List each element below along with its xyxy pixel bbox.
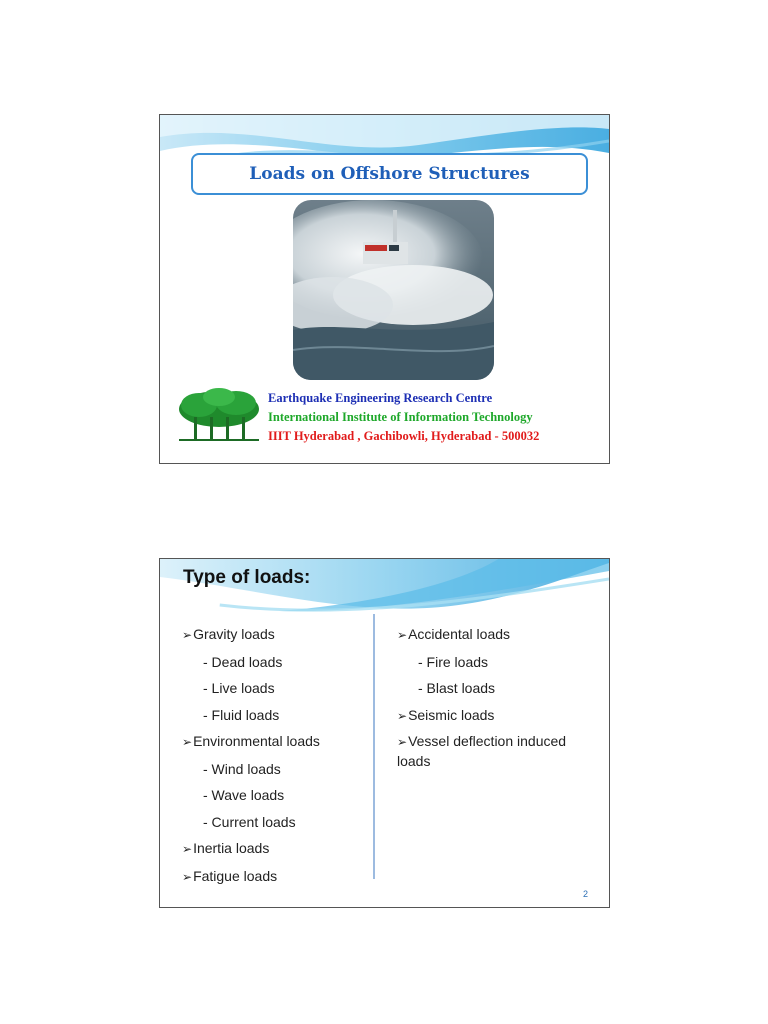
- list-item-text: Vessel deflection induced loads: [397, 733, 567, 769]
- column-divider: [373, 614, 375, 879]
- list-item: [182, 835, 320, 863]
- institute-address: IIIT Hyderabad , Gachibowli, Hyderabad - 500032: [268, 429, 540, 443]
- sub-list-item: [397, 649, 597, 676]
- page-number: 2: [582, 889, 588, 899]
- list-item: [182, 621, 320, 649]
- loads-slide: [159, 558, 610, 908]
- list-item-text: - Current loads: [203, 813, 296, 830]
- list-item-text: - Fluid loads: [203, 706, 280, 723]
- arrow-bullet-icon: ➢: [397, 628, 408, 642]
- sub-list-item: [182, 702, 320, 729]
- institute-name: International Institute of Information Technology: [268, 410, 533, 424]
- list-item-text: Inertia loads: [193, 840, 270, 856]
- slide-title: Type of loads:: [183, 567, 311, 588]
- list-item-text: - Fire loads: [418, 653, 489, 670]
- sub-list-item: [182, 649, 320, 676]
- institute-info: [268, 389, 539, 446]
- list-item: [182, 728, 320, 756]
- list-item-text: Fatigue loads: [193, 867, 278, 884]
- sub-list-item: [397, 675, 597, 702]
- arrow-bullet-icon: ➢: [397, 708, 408, 723]
- ship-in-storm-photo: [293, 200, 494, 380]
- list-item-text: - Dead loads: [203, 653, 283, 670]
- list-item-text: - Wind loads: [203, 760, 281, 777]
- list-item-text: Gravity loads: [193, 626, 275, 642]
- sub-list-item: [182, 782, 320, 809]
- loads-list-right: [397, 621, 597, 771]
- centre-name: Earthquake Engineering Research Centre: [268, 391, 493, 405]
- list-item: [397, 702, 597, 730]
- arrow-bullet-icon: ➢: [182, 628, 193, 642]
- list-item: [397, 729, 597, 771]
- list-item-text: - Wave loads: [203, 787, 285, 803]
- loads-list-left: [182, 621, 320, 890]
- list-item-text: Accidental loads: [408, 626, 511, 642]
- arrow-bullet-icon: ➢: [182, 842, 193, 856]
- title-box: [191, 153, 588, 195]
- tree-logo-icon: [174, 387, 264, 443]
- list-item: [182, 863, 320, 891]
- sub-list-item: [182, 756, 320, 783]
- sub-list-item: [182, 809, 320, 836]
- title-slide: [159, 114, 610, 464]
- slide-title: Loads on Offshore Structures: [249, 164, 530, 184]
- arrow-bullet-icon: ➢: [397, 735, 408, 749]
- sub-list-item: [182, 675, 320, 702]
- list-item-text: - Live loads: [203, 680, 275, 696]
- list-item-text: Environmental loads: [193, 733, 320, 749]
- list-item-text: - Blast loads: [418, 680, 496, 696]
- list-item: [397, 621, 597, 649]
- arrow-bullet-icon: ➢: [182, 735, 193, 749]
- list-item-text: Seismic loads: [408, 706, 495, 723]
- arrow-bullet-icon: ➢: [182, 869, 193, 884]
